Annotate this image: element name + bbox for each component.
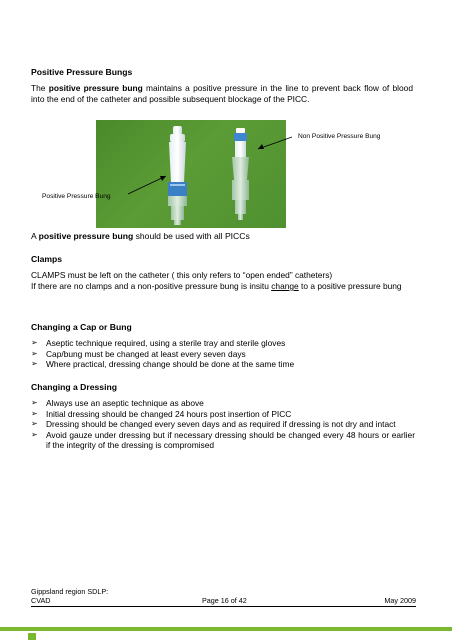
green-accent-bar (0, 627, 452, 631)
heading-positive-pressure-bungs: Positive Pressure Bungs (31, 67, 133, 77)
clamps-line-2: If there are no clamps and a non-positive pressure bung is insitu change to a positive pressure bung (31, 281, 402, 291)
arrowhead-bullet-icon: ➢ (31, 338, 38, 347)
cap-list (31, 338, 415, 370)
bungs-photo (96, 120, 286, 228)
list-item: ➢ Initial dressing should be changed 24 hours post insertion of PICC (31, 408, 292, 419)
arrowhead-bullet-icon: ➢ (31, 359, 38, 368)
footer-org: Gippsland region SDLP: (31, 587, 109, 596)
arrowhead-bullet-icon: ➢ (31, 419, 38, 428)
list-item: ➢ Avoid gauze under dressing but if necessary dressing should be changed every 48 hours or earlier if the integrity of the dressing is compromised (31, 429, 415, 450)
arrowhead-bullet-icon: ➢ (31, 398, 38, 407)
arrowhead-bullet-icon: ➢ (31, 429, 38, 439)
label-non-positive-pressure-bung: Non Positive Pressure Bung (298, 133, 381, 140)
footer-rule (31, 606, 416, 607)
list-item: ➢ Where practical, dressing change should be done at the same time (31, 359, 295, 369)
paragraph-positive-pressure-bung: The positive pressure bung maintains a positive pressure in the line to prevent back flow of blood into the end of the catheter and possible subsequent blockage of the PICC. (31, 83, 413, 104)
footer-page-number: Page 16 of 42 (202, 596, 247, 605)
non-positive-pressure-bung (232, 128, 249, 220)
list-item: ➢ Cap/bung must be changed at least every seven days (31, 348, 246, 359)
arrowhead-bullet-icon: ➢ (31, 408, 38, 418)
heading-changing-dressing: Changing a Dressing (31, 382, 117, 392)
heading-clamps: Clamps (31, 254, 63, 264)
list-item: ➢ Always use an aseptic technique as above (31, 398, 204, 408)
arrowhead-bullet-icon: ➢ (31, 348, 38, 358)
list-item: ➢ Dressing should be changed every seven days and as required if dressing is not dry and intact (31, 419, 396, 429)
green-accent-tab (28, 633, 36, 640)
clamps-line-1: CLAMPS must be left on the catheter ( this only refers to “open ended” catheters) (31, 270, 333, 280)
positive-pressure-bung (168, 126, 187, 225)
footer-doc: CVAD (31, 596, 51, 605)
dressing-list (31, 398, 415, 451)
label-positive-pressure-bung: Positive Pressure Bung (42, 193, 111, 200)
term-positive-pressure-bung: positive pressure bung (48, 83, 143, 93)
list-item: ➢ Aseptic technique required, using a sterile tray and sterile gloves (31, 338, 286, 348)
page-footer (31, 587, 416, 605)
heading-changing-cap: Changing a Cap or Bung (31, 322, 132, 332)
bungs-illustration (96, 120, 286, 228)
footer-date: May 2009 (384, 596, 416, 605)
change-link: change (271, 281, 299, 291)
positive-bung-note: A positive pressure bung should be used with all PICCs (31, 231, 250, 241)
